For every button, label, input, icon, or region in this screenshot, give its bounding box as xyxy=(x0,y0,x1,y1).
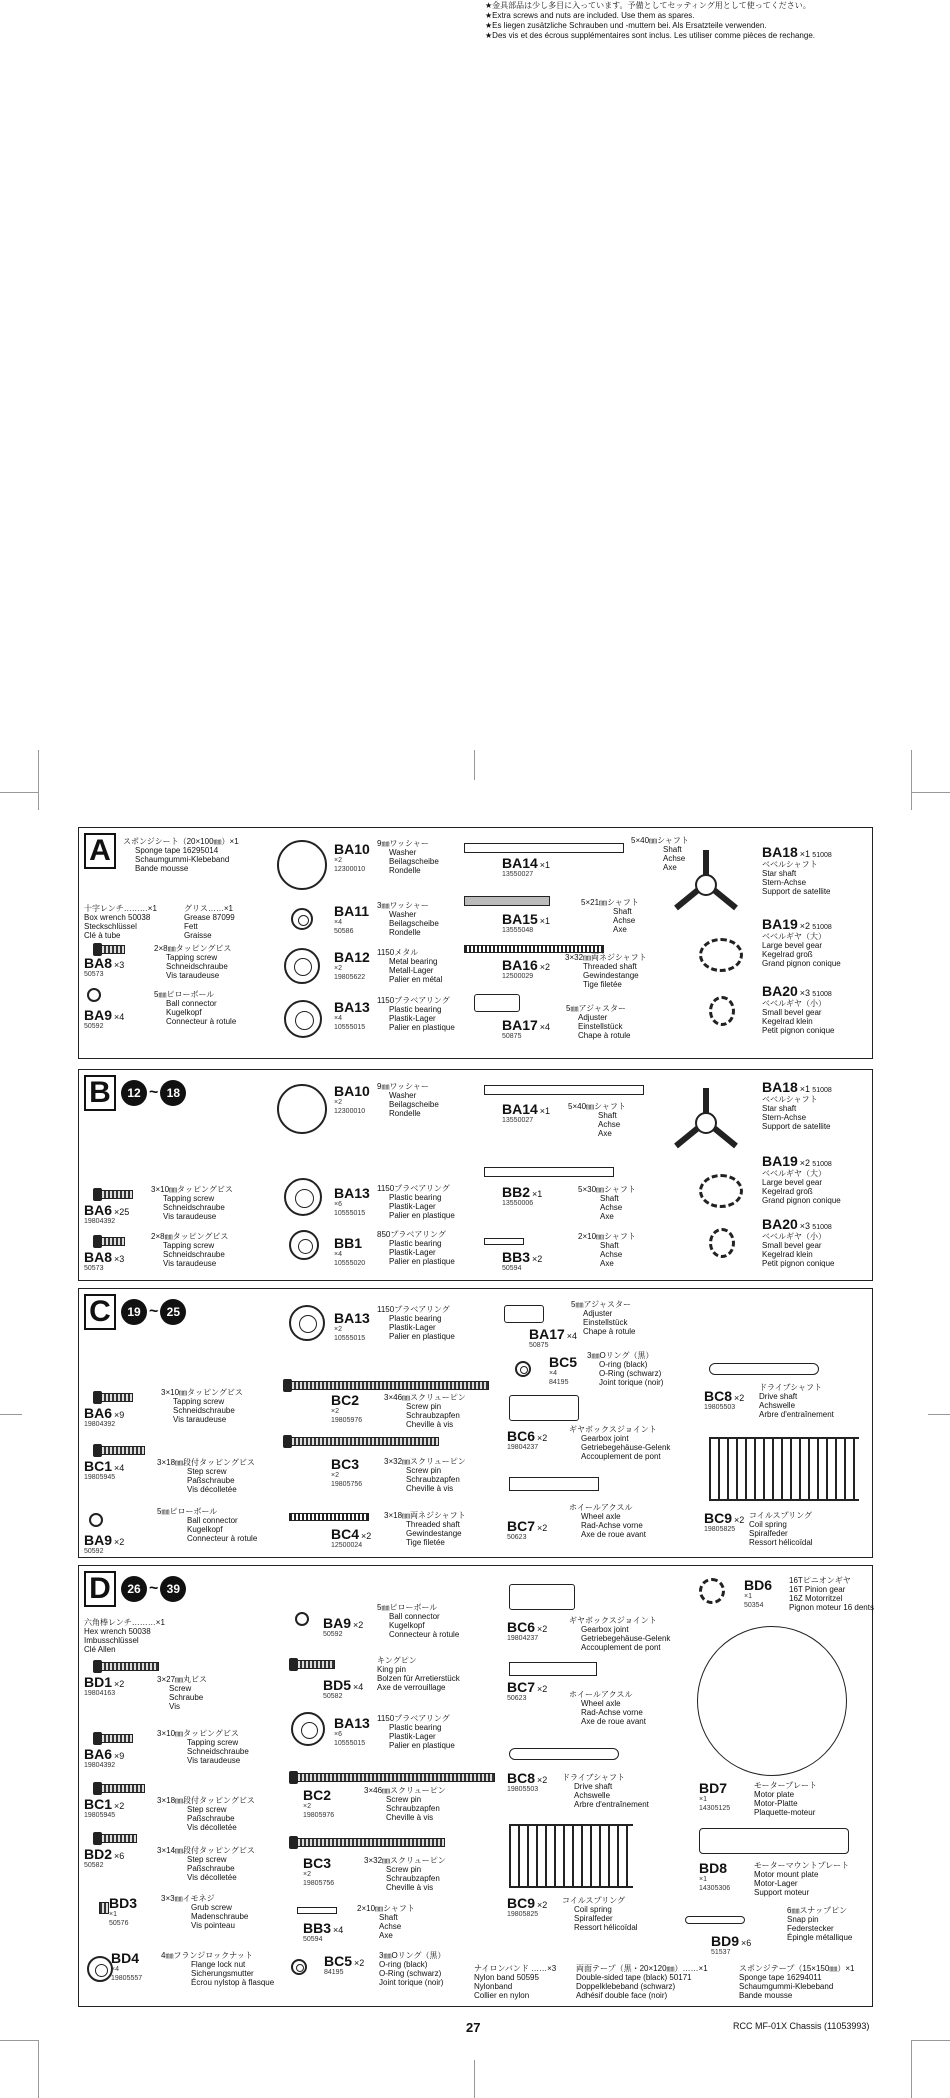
part-ba13: BA13 ×6 10555015 xyxy=(334,1715,370,1747)
note-line: ★Des vis et des écrous supplémentaires sont inclus. Les utiliser comme pièces de rechange. xyxy=(485,31,815,40)
part-ba16-desc: 3×32㎜両ネジシャフト Threaded shaft Gewindestange Tige filetée xyxy=(565,953,647,989)
step-number: 26 xyxy=(121,1576,147,1602)
part-bc3-desc: 3×32㎜スクリューピン Screw pin Schraubzapfen Cheville à vis xyxy=(384,1457,466,1493)
step-screw-icon xyxy=(99,1446,145,1455)
part-sponge-tape: スポンジシート（20×100㎜）×1 Sponge tape 16295014 Schaumgummi-Klebeband Bande mousse xyxy=(123,837,239,873)
part-ba6-desc: 3×10㎜タッピングビス Tapping screw Schneidschraube Vis taraudeuse xyxy=(161,1388,243,1424)
step-screw-icon xyxy=(99,1784,145,1793)
crop-mark xyxy=(38,750,39,810)
shaft-icon xyxy=(464,843,624,853)
part-ba19: BA19 ×2 51008 ベベルギヤ（大） Large bevel gear Kegelrad groß Grand pignon conique xyxy=(762,916,841,968)
part-ba12: BA12 ×2 19805622 xyxy=(334,949,370,981)
screw-pin-icon xyxy=(289,1437,439,1446)
part-ba13: BA13 ×6 10555015 xyxy=(334,1185,370,1217)
part-ba17: BA17 ×4 50875 xyxy=(529,1326,578,1349)
drive-shaft-icon xyxy=(509,1748,619,1760)
pinion-gear-icon xyxy=(699,1578,725,1604)
part-ba6: BA6 ×25 19804392 xyxy=(84,1202,130,1225)
step-number: 39 xyxy=(160,1576,186,1602)
part-ba14-desc: 5×40㎜シャフト Shaft Achse Axe xyxy=(568,1102,626,1138)
bag-letter-badge: B xyxy=(84,1075,116,1111)
part-bd9: BD9 ×6 51537 xyxy=(711,1933,752,1956)
part-ba9: BA9 ×2 50592 xyxy=(323,1615,364,1638)
snap-pin-icon xyxy=(685,1916,745,1924)
part-bc7: BC7 ×2 50623 xyxy=(507,1679,548,1702)
part-bc1: BC1 ×4 19805945 xyxy=(84,1458,125,1481)
o-ring-icon xyxy=(515,1361,531,1377)
part-bc2: BC2 ×2 19805976 xyxy=(331,1392,363,1424)
part-bd9-desc: 6㎜スナップピン Snap pin Federstecker Épingle métallique xyxy=(787,1906,853,1942)
gearbox-joint-icon xyxy=(509,1395,579,1421)
part-ba11-desc: 3㎜ワッシャー Washer Beilagscheibe Rondelle xyxy=(377,901,439,937)
screw-pin-icon xyxy=(295,1773,495,1782)
part-ba13-desc: 1150プラベアリング Plastic bearing Plastik-Lager Palier en plastique xyxy=(377,1714,455,1750)
washer-small-icon xyxy=(291,908,313,930)
crop-mark xyxy=(38,2040,39,2098)
shaft-icon xyxy=(484,1085,644,1095)
part-ba6-desc: 3×10㎜タッピングビス Tapping screw Schneidschraube Vis taraudeuse xyxy=(157,1729,249,1765)
part-bc7-desc: ホイールアクスル Wheel axle Rad-Achse vorne Axe de roue avant xyxy=(569,1690,646,1726)
part-ba10-desc: 9㎜ワッシャー Washer Beilagscheibe Rondelle xyxy=(377,1082,439,1118)
adjuster-icon xyxy=(474,994,520,1012)
parts-bag-d xyxy=(78,1565,873,2007)
wheel-axle-icon xyxy=(509,1662,597,1676)
crop-mark xyxy=(0,2040,38,2041)
part-bc8-desc: ドライブシャフト Drive shaft Achswelle Arbre d'entraînement xyxy=(759,1383,834,1419)
part-ba8: BA8 ×3 50573 xyxy=(84,955,125,978)
part-ba19: BA19 ×2 51008 ベベルギヤ（大） Large bevel gear Kegelrad groß Grand pignon conique xyxy=(762,1153,841,1205)
part-bd1-desc: 3×27㎜丸ビス Screw Schraube Vis xyxy=(157,1675,208,1711)
tapping-screw-icon xyxy=(99,1393,133,1402)
part-ba20: BA20 ×3 51008 ベベルギヤ（小） Small bevel gear Kegelrad klein Petit pignon conique xyxy=(762,983,835,1035)
plastic-bearing-icon xyxy=(291,1712,325,1746)
part-bc3: BC3 ×2 19805756 xyxy=(303,1855,335,1887)
part-box-wrench: 十字レンチ………×1 Box wrench 50038 Steckschlüssel Clé à tube xyxy=(84,904,157,940)
bag-letter-badge: A xyxy=(84,833,116,869)
coil-spring-icon xyxy=(509,1824,633,1888)
part-bb3-desc: 2×10㎜シャフト Shaft Achse Axe xyxy=(578,1232,636,1268)
threaded-shaft-icon xyxy=(464,945,604,953)
part-ba16: BA16 ×2 12500029 xyxy=(502,957,551,980)
step-range xyxy=(121,1576,186,1602)
part-ba8: BA8 ×3 50573 xyxy=(84,1249,125,1272)
star-shaft-icon xyxy=(671,848,741,922)
plastic-bearing-icon xyxy=(284,1000,322,1038)
ball-connector-icon xyxy=(89,1513,103,1527)
grub-screw-icon xyxy=(99,1902,109,1914)
part-bc2: BC2 ×2 19805976 xyxy=(303,1787,335,1819)
part-ba13: BA13 ×2 10555015 xyxy=(334,1310,370,1342)
star-shaft-icon xyxy=(671,1086,741,1160)
part-bb2: BB2 ×1 13550006 xyxy=(502,1184,543,1207)
part-ba13: BA13 ×4 10555015 xyxy=(334,999,370,1031)
crop-mark xyxy=(474,2060,475,2098)
motor-plate-icon xyxy=(697,1626,847,1776)
part-ba15-desc: 5×21㎜シャフト Shaft Achse Axe xyxy=(581,898,639,934)
step-tilde: ~ xyxy=(149,1303,159,1320)
part-bb1: BB1 ×4 10555020 xyxy=(334,1235,366,1267)
part-ba18: BA18 ×1 51008 ベベルシャフト Star shaft Stern-Achse Support de satellite xyxy=(762,1079,832,1131)
part-ba10-desc: 9㎜ワッシャー Washer Beilagscheibe Rondelle xyxy=(377,839,439,875)
adjuster-icon xyxy=(504,1305,544,1323)
part-ba9-desc: 5㎜ピローボール Ball connector Kugelkopf Connecteur à rotule xyxy=(157,1507,258,1543)
step-number: 19 xyxy=(121,1299,147,1325)
step-screw-icon xyxy=(99,1834,137,1843)
part-bd2: BD2 ×6 50582 xyxy=(84,1846,125,1869)
step-number: 12 xyxy=(121,1080,147,1106)
part-bd4: BD4 ×4 19805557 xyxy=(111,1950,143,1982)
part-bc1: BC1 ×2 19805945 xyxy=(84,1796,125,1819)
part-ba18: BA18 ×1 51008 ベベルシャフト Star shaft Stern-Achse Support de satellite xyxy=(762,844,832,896)
part-ba10: BA10 ×2 12300010 xyxy=(334,841,370,873)
crop-mark xyxy=(928,1414,950,1415)
part-bd3: BD3 ×1 50576 xyxy=(109,1895,138,1927)
bag-letter-badge: D xyxy=(84,1571,116,1607)
crop-mark xyxy=(911,750,912,810)
part-bd3-desc: 3×3㎜イモネジ Grub screw Madenschraube Vis pointeau xyxy=(161,1894,249,1930)
metal-bearing-icon xyxy=(284,948,320,984)
crop-mark xyxy=(0,792,38,793)
small-shaft-icon xyxy=(484,1238,524,1245)
part-bc9-desc: コイルスプリング Coil spring Spiralfeder Ressort hélicoïdal xyxy=(749,1511,813,1547)
wheel-axle-icon xyxy=(509,1477,599,1491)
part-bd4-desc: 4㎜フランジロックナット Flange lock nut Sicherungsmutter Écrou nylstop à flasque xyxy=(161,1951,275,1987)
part-bc3: BC3 ×2 19805756 xyxy=(331,1456,363,1488)
crop-mark xyxy=(0,1414,22,1415)
part-bd7-desc: モータープレート Motor plate Motor-Platte Plaquette-moteur xyxy=(754,1781,817,1817)
part-ba6: BA6 ×9 19804392 xyxy=(84,1405,125,1428)
part-bc5: BC5 ×2 84195 xyxy=(324,1953,365,1976)
part-bc6: BC6 ×2 19804237 xyxy=(507,1428,548,1451)
plastic-bearing-icon xyxy=(289,1305,325,1341)
part-bc5: BC5 ×4 84195 xyxy=(549,1354,578,1386)
part-ba9-desc: 5㎜ピローボール Ball connector Kugelkopf Connecteur à rotule xyxy=(377,1603,460,1639)
gearbox-joint-icon xyxy=(509,1584,575,1610)
part-hex-wrench: 六角棒レンチ………×1 Hex wrench 50038 Imbusschlüssel Clé Allen xyxy=(84,1618,165,1654)
part-bc9: BC9 ×2 19805825 xyxy=(704,1510,745,1533)
plastic-bearing-small-icon xyxy=(289,1230,319,1260)
part-bc5-desc: 3㎜Oリング（黒） O-ring (black) O-Ring (schwarz) Joint torique (noir) xyxy=(587,1351,664,1387)
motor-mount-plate-icon xyxy=(699,1828,849,1854)
part-ba6: BA6 ×9 19804392 xyxy=(84,1746,125,1769)
washer-large-icon xyxy=(277,1084,327,1134)
part-bd8-desc: モーターマウントプレート Motor mount plate Motor-Lager Support moteur xyxy=(754,1861,850,1897)
part-bb3: BB3 ×2 50594 xyxy=(502,1249,543,1272)
part-bc7-desc: ホイールアクスル Wheel axle Rad-Achse vorne Axe de roue avant xyxy=(569,1503,646,1539)
part-bc8: BC8 ×2 19805503 xyxy=(704,1388,745,1411)
small-bevel-gear-icon xyxy=(709,996,735,1026)
lock-nut-icon xyxy=(87,1956,113,1982)
step-number: 18 xyxy=(160,1080,186,1106)
threaded-shaft-icon xyxy=(289,1513,369,1521)
bag-letter-badge: C xyxy=(84,1294,116,1330)
note-line: ★Extra screws and nuts are included. Use them as spares. xyxy=(485,11,695,20)
ball-connector-icon xyxy=(295,1612,309,1626)
part-grease: グリス……×1 Grease 87099 Fett Graisse xyxy=(184,904,235,940)
part-ba8-desc: 2×8㎜タッピングビス Tapping screw Schneidschraube Vis taraudeuse xyxy=(154,944,232,980)
tapping-screw-icon xyxy=(99,1190,133,1199)
parts-bag-b xyxy=(78,1069,873,1281)
part-ba9: BA9 ×4 50592 xyxy=(84,1007,125,1030)
part-ba14-desc: 5×40㎜シャフト Shaft Achse Axe xyxy=(631,836,689,872)
screw-pin-icon xyxy=(289,1381,489,1390)
part-bc2-desc: 3×46㎜スクリューピン Screw pin Schraubzapfen Cheville à vis xyxy=(384,1393,466,1429)
part-bd7: BD7 ×1 14305125 xyxy=(699,1780,731,1812)
part-ba12-desc: 1150メタル Metal bearing Metall-Lager Palier en métal xyxy=(377,948,443,984)
drive-shaft-icon xyxy=(709,1363,819,1375)
model-name: RCC MF-01X Chassis (11053993) xyxy=(733,2021,870,2031)
part-bb3: BB3 ×4 50594 xyxy=(303,1920,344,1943)
spare-parts-notes xyxy=(485,1,925,41)
part-bc4-desc: 3×18㎜両ネジシャフト Threaded shaft Gewindestange Tige filetée xyxy=(384,1511,466,1547)
part-bd5: BD5 ×4 50582 xyxy=(323,1677,364,1700)
part-ba13-desc: 1150プラベアリング Plastic bearing Plastik-Lager Palier en plastique xyxy=(377,1305,455,1341)
note-line: ★金具部品は少し多目に入っています。予備としてセッティング用として使ってください。 xyxy=(485,1,811,10)
page-number: 27 xyxy=(466,2020,481,2035)
screw-pin-icon xyxy=(295,1838,445,1847)
tapping-screw-icon xyxy=(99,1237,125,1246)
part-bc8: BC8 ×2 19805503 xyxy=(507,1770,548,1793)
shaft-icon xyxy=(484,1167,614,1177)
crop-mark xyxy=(911,2040,912,2098)
part-ba10: BA10 ×2 12300010 xyxy=(334,1083,370,1115)
large-bevel-gear-icon xyxy=(699,1174,743,1208)
tapping-screw-icon xyxy=(99,945,125,954)
part-bd1: BD1 ×2 19804163 xyxy=(84,1674,125,1697)
part-ba13-desc: 1150プラベアリング Plastic bearing Plastik-Lager Palier en plastique xyxy=(377,1184,455,1220)
step-range xyxy=(121,1299,186,1325)
part-ba8-desc: 2×8㎜タッピングビス Tapping screw Schneidschraube Vis taraudeuse xyxy=(151,1232,229,1268)
part-ba15: BA15 ×1 13555048 xyxy=(502,911,551,934)
coil-spring-icon xyxy=(709,1437,859,1501)
part-bc2-desc: 3×46㎜スクリューピン Screw pin Schraubzapfen Cheville à vis xyxy=(364,1786,446,1822)
part-sponge-tape: スポンジテープ（15×150㎜）×1 Sponge tape 16294011 Schaumgummi-Klebeband Bande mousse xyxy=(739,1964,855,2000)
step-tilde: ~ xyxy=(149,1084,159,1101)
part-bd2-desc: 3×14㎜段付タッピングビス Step screw Paßschraube Vis décolletée xyxy=(157,1846,255,1882)
tapping-screw-icon xyxy=(99,1734,133,1743)
small-bevel-gear-icon xyxy=(709,1228,735,1258)
part-bc9: BC9 ×2 19805825 xyxy=(507,1895,548,1918)
shaft-short-icon xyxy=(464,896,550,906)
part-ba14: BA14 ×1 13550027 xyxy=(502,855,551,878)
part-bc7: BC7 ×2 50623 xyxy=(507,1518,548,1541)
note-line: ★Es liegen zusätzliche Schrauben und -muttern bei. Als Ersatzteile verwenden. xyxy=(485,21,767,30)
ball-connector-icon xyxy=(87,988,101,1002)
part-ba6-desc: 3×10㎜タッピングビス Tapping screw Schneidschraube Vis taraudeuse xyxy=(151,1185,233,1221)
part-ba17-desc: 5㎜アジャスター Adjuster Einstellstück Chape à rotule xyxy=(571,1300,636,1336)
part-bc3-desc: 3×32㎜スクリューピン Screw pin Schraubzapfen Cheville à vis xyxy=(364,1856,446,1892)
part-ba13-desc: 1150プラベアリング Plastic bearing Plastik-Lager Palier en plastique xyxy=(377,996,455,1032)
part-bd8: BD8 ×1 14305306 xyxy=(699,1860,731,1892)
part-bc4: BC4 ×2 12500024 xyxy=(331,1526,372,1549)
plastic-bearing-icon xyxy=(284,1178,322,1216)
part-bb1-desc: 850プラベアリング Plastic bearing Plastik-Lager Palier en plastique xyxy=(377,1230,455,1266)
o-ring-icon xyxy=(291,1959,307,1975)
part-ba17: BA17 ×4 50875 xyxy=(502,1017,551,1040)
part-bd5-desc: キングピン King pin Bolzen für Arretierstück Axe de verrouillage xyxy=(377,1656,460,1692)
parts-bag-c xyxy=(78,1288,873,1558)
large-bevel-gear-icon xyxy=(699,938,743,972)
crop-mark xyxy=(474,750,475,780)
part-nylon-band: ナイロンバンド ……×3 Nylon band 50595 Nylonband Collier en nylon xyxy=(474,1964,557,2000)
screw-icon xyxy=(99,1662,159,1671)
part-bd6: BD6 ×1 50354 xyxy=(744,1577,773,1609)
part-ba9-desc: 5㎜ピローボール Ball connector Kugelkopf Connecteur à rotule xyxy=(154,990,237,1026)
small-shaft-icon xyxy=(297,1907,337,1914)
part-bd6-desc: 16Tピニオンギヤ 16T Pinion gear 16Z Motorritzel Pignon moteur 16 dents xyxy=(789,1576,874,1612)
parts-bag-a xyxy=(78,827,873,1059)
part-double-sided-tape: 両面テープ（黒・20×120㎜）……×1 Double-sided tape (black) 50171 Doppelklebeband (schwarz) Adhésif double face (noir) xyxy=(576,1964,708,2000)
step-range xyxy=(121,1080,186,1106)
crop-mark xyxy=(912,792,950,793)
step-number: 25 xyxy=(160,1299,186,1325)
part-ba17-desc: 5㎜アジャスター Adjuster Einstellstück Chape à rotule xyxy=(566,1004,631,1040)
king-pin-icon xyxy=(295,1660,335,1669)
part-ba20: BA20 ×3 51008 ベベルギヤ（小） Small bevel gear Kegelrad klein Petit pignon conique xyxy=(762,1216,835,1268)
washer-large-icon xyxy=(277,840,327,890)
part-bc5-desc: 3㎜Oリング（黒） O-ring (black) O-Ring (schwarz) Joint torique (noir) xyxy=(379,1951,446,1987)
part-bc6: BC6 ×2 19804237 xyxy=(507,1619,548,1642)
crop-mark xyxy=(912,2040,950,2041)
part-bc6-desc: ギヤボックスジョイント Gearbox joint Getriebegehäuse-Gelenk Accouplement de pont xyxy=(569,1616,671,1652)
part-bc1-desc: 3×18㎜段付タッピングビス Step screw Paßschraube Vis décolletée xyxy=(157,1796,255,1832)
part-bb3-desc: 2×10㎜シャフト Shaft Achse Axe xyxy=(357,1904,415,1940)
part-bc1-desc: 3×18㎜段付タッピングビス Step screw Paßschraube Vis décolletée xyxy=(157,1458,255,1494)
part-bb2-desc: 5×30㎜シャフト Shaft Achse Axe xyxy=(578,1185,636,1221)
part-bc6-desc: ギヤボックスジョイント Gearbox joint Getriebegehäuse-Gelenk Accouplement de pont xyxy=(569,1425,671,1461)
part-ba14: BA14 ×1 13550027 xyxy=(502,1101,551,1124)
part-ba11: BA11 ×4 50586 xyxy=(334,903,370,935)
part-bc8-desc: ドライブシャフト Drive shaft Achswelle Arbre d'entraînement xyxy=(562,1773,649,1809)
part-bc9-desc: コイルスプリング Coil spring Spiralfeder Ressort hélicoïdal xyxy=(562,1896,638,1932)
part-ba9: BA9 ×2 50592 xyxy=(84,1532,125,1555)
step-tilde: ~ xyxy=(149,1580,159,1597)
